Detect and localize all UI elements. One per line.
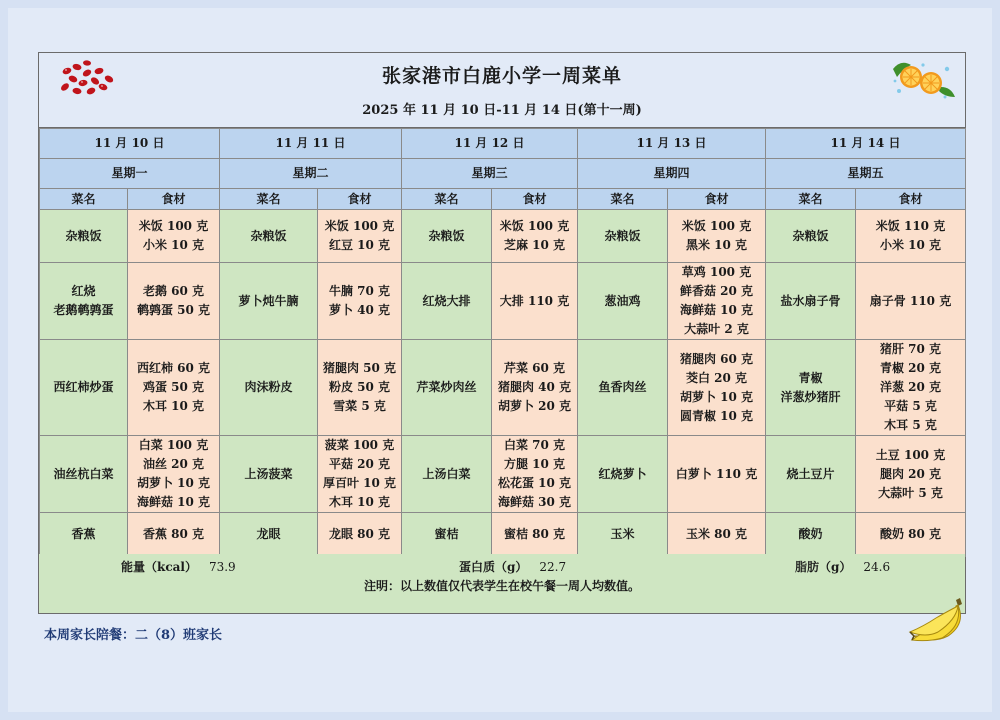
dish-cell (578, 513, 668, 557)
ingredients-cell (128, 513, 220, 557)
date-cell: 11 月 14 日 (766, 129, 966, 159)
energy-label: 能量（kcal） (121, 560, 197, 574)
ingredient-item: 小米 10 克 (879, 238, 942, 252)
ingredient-item: 方腿 10 克 (503, 457, 566, 471)
ingredient-item: 龙眼 80 克 (328, 527, 391, 541)
dish-cell (766, 513, 856, 557)
dish-cell (402, 340, 492, 436)
dish-name: 西红柿炒蛋 (53, 380, 114, 394)
ingredients-cell (668, 340, 766, 436)
fat-number: 24.6 (863, 560, 891, 574)
dish-name: 蜜桔 (434, 527, 459, 541)
dish-name: 烧土豆片 (786, 466, 835, 481)
ingredients-cell (492, 263, 578, 340)
dish-column-header: 菜名 (578, 189, 668, 210)
menu-row (40, 436, 966, 513)
ingredients-cell (492, 436, 578, 513)
dish-cell (220, 340, 318, 436)
ingredients-cell (492, 513, 578, 557)
weekday-cell: 星期一 (40, 159, 220, 189)
ingredient-item: 芝麻 10 克 (503, 238, 566, 252)
ingredients-cell (492, 210, 578, 263)
ingredient-item: 酸奶 80 克 (879, 527, 942, 541)
dish-name: 葱油鸡 (604, 293, 641, 308)
ingredient-item: 平菇 20 克 (328, 457, 391, 471)
dish-cell (220, 210, 318, 263)
dish-cell (220, 263, 318, 340)
dish-name: 青椒 (798, 370, 823, 385)
weekday-cell: 星期四 (578, 159, 766, 189)
ingredient-item: 米饭 100 克 (499, 219, 570, 233)
week-range: 2025 年 11 月 10 日-11 月 14 日(第十一周) (362, 103, 642, 118)
ingredients-cell (856, 513, 966, 557)
ingredient-item: 白萝卜 110 克 (675, 466, 758, 481)
dish-column-header: 菜名 (40, 189, 128, 210)
weekday-cell: 星期二 (220, 159, 402, 189)
orange-slices-icon (889, 57, 957, 103)
ingredient-item: 米饭 110 克 (875, 219, 946, 233)
weekday-cell: 星期三 (402, 159, 578, 189)
ingredient-item: 菠菜 100 克 (324, 438, 395, 452)
dish-cell (402, 210, 492, 263)
ingredients-column-header: 食材 (856, 189, 966, 210)
ingredient-item: 油丝 20 克 (142, 457, 205, 471)
weekday-cell: 星期五 (766, 159, 966, 189)
ingredient-item: 海鲜菇 10 克 (679, 303, 754, 317)
ingredients-cell (856, 340, 966, 436)
energy-number: 73.9 (208, 560, 236, 574)
ingredient-item: 粉皮 50 克 (328, 380, 391, 394)
ingredients-cell (318, 513, 402, 557)
ingredients-column-header: 食材 (318, 189, 402, 210)
dish-name: 盐水扇子骨 (780, 293, 841, 308)
ingredients-cell (856, 263, 966, 340)
nutrition-note: 注明：以上数值仅代表学生在校午餐一周人均数值。 (363, 579, 640, 593)
ingredients-cell (318, 436, 402, 513)
ingredients-cell (856, 210, 966, 263)
dish-cell (402, 263, 492, 340)
ingredient-item: 玉米 80 克 (685, 527, 748, 541)
dish-cell (40, 210, 128, 263)
fat-label: 脂肪（g） (795, 560, 852, 574)
dish-name: 杂粮饭 (65, 228, 102, 243)
ingredient-item: 大蒜叶 5 克 (878, 485, 943, 500)
menu-row (40, 210, 966, 263)
dish-name: 萝卜炖牛腩 (238, 293, 299, 308)
dish-name: 油丝杭白菜 (53, 466, 114, 481)
protein-value (459, 558, 566, 575)
ingredient-item: 萝卜 40 克 (328, 303, 391, 317)
date-cell: 11 月 12 日 (402, 129, 578, 159)
ingredient-item: 胡萝卜 20 克 (497, 399, 572, 413)
ingredient-item: 雪菜 5 克 (333, 399, 386, 413)
dish-cell (40, 513, 128, 557)
dish-name: 红烧大排 (422, 293, 471, 308)
dish-name: 香蕉 (71, 527, 96, 541)
banana-icon (908, 596, 968, 644)
energy-value (121, 558, 236, 575)
ingredient-item: 草鸡 100 克 (681, 265, 752, 279)
dish-name: 上汤菠菜 (244, 466, 293, 481)
ingredients-cell (668, 210, 766, 263)
dish-name: 酸奶 (798, 527, 823, 541)
dish-name: 芹菜炒肉丝 (416, 380, 477, 394)
ingredient-item: 猪肝 70 克 (879, 342, 942, 356)
ingredient-item: 白菜 100 克 (138, 438, 209, 452)
ingredient-item: 青椒 20 克 (879, 361, 942, 375)
ingredient-item: 木耳 5 克 (884, 418, 937, 432)
ingredient-item: 圆青椒 10 克 (679, 408, 754, 423)
fat-value (795, 558, 890, 575)
dish-name: 红烧 (71, 284, 96, 298)
dish-cell (578, 436, 668, 513)
ingredients-cell (668, 436, 766, 513)
ingredient-item: 红豆 10 克 (328, 238, 391, 252)
dish-cell (578, 340, 668, 436)
ingredient-item: 木耳 10 克 (142, 399, 205, 413)
ingredient-item: 大排 110 克 (499, 293, 570, 308)
dish-name: 杂粮饭 (792, 228, 829, 243)
dish-cell (766, 263, 856, 340)
ingredient-item: 猪腿肉 60 克 (679, 351, 754, 366)
menu-row (40, 513, 966, 557)
ingredient-item: 鸡蛋 50 克 (142, 380, 205, 394)
dish-cell (578, 210, 668, 263)
dish-name: 肉沫粉皮 (244, 380, 293, 394)
ingredient-item: 牛腩 70 克 (328, 284, 391, 298)
menu-frame (38, 52, 966, 614)
ingredient-item: 白菜 70 克 (503, 438, 566, 452)
dish-name: 龙眼 (256, 527, 281, 541)
dish-cell (40, 340, 128, 436)
ingredient-item: 土豆 100 克 (875, 447, 946, 462)
dish-cell (578, 263, 668, 340)
ingredient-item: 米饭 100 克 (138, 219, 209, 233)
ingredient-item: 小米 10 克 (142, 238, 205, 252)
ingredient-item: 猪腿肉 50 克 (322, 361, 397, 375)
ingredient-item: 西红柿 60 克 (136, 361, 211, 375)
ingredient-item: 芹菜 60 克 (503, 361, 566, 375)
ingredients-cell (318, 210, 402, 263)
ingredients-cell (128, 340, 220, 436)
parents-meal-note: 本周家长陪餐：二（8）班家长 (44, 628, 223, 643)
ingredient-item: 香蕉 80 克 (142, 527, 205, 541)
dish-name: 玉米 (610, 527, 635, 541)
date-cell: 11 月 13 日 (578, 129, 766, 159)
weekday-row (40, 159, 966, 189)
ingredient-item: 茭白 20 克 (685, 370, 748, 385)
ingredients-cell (668, 513, 766, 557)
ingredient-item: 平菇 5 克 (884, 399, 937, 413)
dish-cell (402, 513, 492, 557)
ingredients-cell (128, 210, 220, 263)
ingredient-item: 鹌鹑蛋 50 克 (136, 303, 211, 317)
ingredients-cell (318, 263, 402, 340)
ingredient-item: 海鲜菇 10 克 (136, 495, 211, 509)
dish-cell (40, 436, 128, 513)
dish-cell (402, 436, 492, 513)
ingredient-item: 木耳 10 克 (328, 495, 391, 509)
protein-label: 蛋白质（g） (459, 560, 528, 574)
ingredient-item: 大蒜叶 2 克 (684, 322, 749, 336)
ingredient-item: 腿肉 20 克 (879, 466, 942, 481)
ingredient-item: 厚百叶 10 克 (322, 476, 397, 490)
menu-row (40, 263, 966, 340)
date-cell: 11 月 11 日 (220, 129, 402, 159)
dish-name: 杂粮饭 (604, 228, 641, 243)
ingredients-cell (668, 263, 766, 340)
dish-column-header: 菜名 (402, 189, 492, 210)
ingredient-item: 猪腿肉 40 克 (497, 380, 572, 394)
ingredient-item: 米饭 100 克 (681, 219, 752, 233)
ingredients-cell (128, 263, 220, 340)
dish-column-header: 菜名 (220, 189, 318, 210)
dish-name: 洋葱炒猪肝 (780, 389, 841, 404)
dish-name: 鱼香肉丝 (598, 380, 647, 394)
date-row (40, 129, 966, 159)
ingredient-item: 黑米 10 克 (685, 238, 748, 252)
ingredients-cell (128, 436, 220, 513)
ingredients-cell (492, 340, 578, 436)
dish-name: 杂粮饭 (428, 228, 465, 243)
dish-cell (40, 263, 128, 340)
ingredients-column-header: 食材 (668, 189, 766, 210)
ingredients-cell (318, 340, 402, 436)
ingredient-item: 松花蛋 10 克 (497, 476, 572, 490)
dish-cell (220, 436, 318, 513)
ingredient-item: 胡萝卜 10 克 (136, 476, 211, 490)
ingredient-item: 米饭 100 克 (324, 219, 395, 233)
protein-number: 22.7 (539, 560, 567, 574)
nutrition-footer (39, 554, 965, 613)
dish-cell (220, 513, 318, 557)
dish-name: 老鹅鹌鹑蛋 (53, 303, 114, 317)
ingredients-column-header: 食材 (492, 189, 578, 210)
page-title: 张家港市白鹿小学一周菜单 (381, 65, 622, 87)
dish-cell (766, 340, 856, 436)
dish-name: 红烧萝卜 (598, 466, 647, 481)
ingredient-item: 鲜香菇 20 克 (679, 284, 754, 298)
ingredient-item: 扇子骨 110 克 (869, 293, 952, 308)
dish-column-header: 菜名 (766, 189, 856, 210)
ingredient-item: 老鹅 60 克 (142, 284, 205, 298)
ingredient-item: 蜜桔 80 克 (503, 527, 566, 541)
dish-cell (766, 436, 856, 513)
ingredients-column-header: 食材 (128, 189, 220, 210)
weekly-menu-table (39, 128, 966, 557)
menu-row (40, 340, 966, 436)
ingredients-cell (856, 436, 966, 513)
ingredient-item: 洋葱 20 克 (879, 380, 942, 394)
dish-name: 杂粮饭 (250, 228, 287, 243)
column-header-row (40, 189, 966, 210)
date-cell: 11 月 10 日 (40, 129, 220, 159)
title-area (39, 53, 965, 128)
ingredient-item: 胡萝卜 10 克 (679, 389, 754, 404)
ingredient-item: 海鲜菇 30 克 (497, 495, 572, 509)
dish-cell (766, 210, 856, 263)
dish-name: 上汤白菜 (422, 466, 471, 481)
